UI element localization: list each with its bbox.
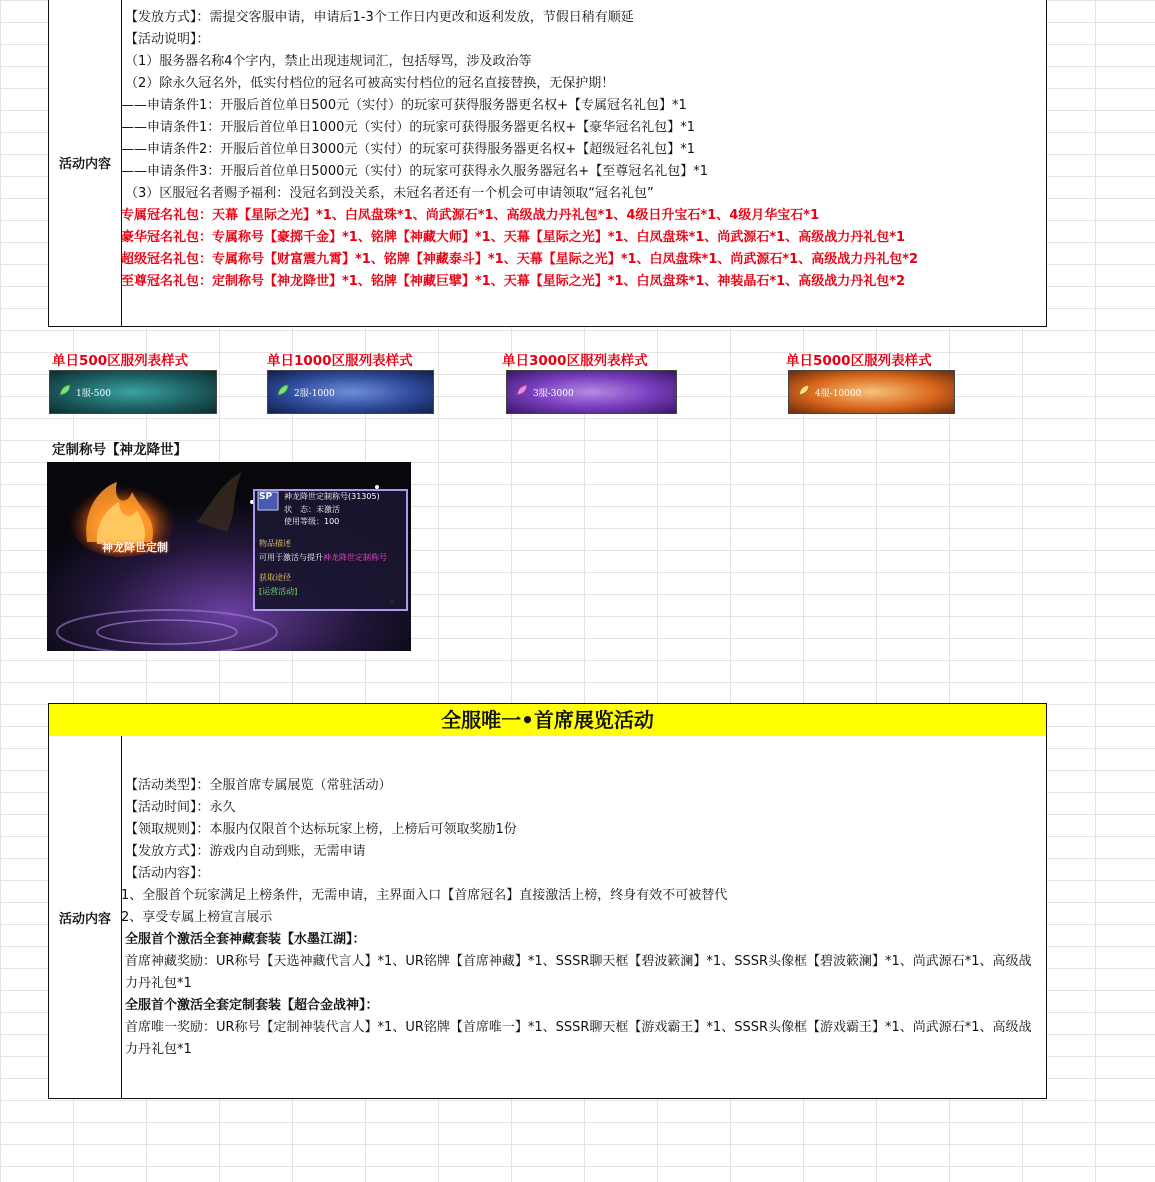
server-banner-500	[49, 370, 217, 414]
row-label-text: 活动内容	[58, 157, 111, 172]
content-line: 【发放方式】：需提交客服申请，申请后1-3个工作日内更改和返利发放，节假日稍有顺延	[125, 10, 634, 25]
banner-text: 1服-500	[76, 389, 111, 399]
tooltip-status	[284, 504, 340, 515]
showcase-title: 全服唯一•首席展览活动	[441, 708, 654, 732]
custom-title-preview	[47, 462, 411, 651]
style-title-5000: 单日5000区服列表样式	[786, 353, 932, 369]
banner-text: 2服-1000	[294, 389, 335, 399]
leaf-icon	[515, 383, 529, 397]
server-banner-5000	[788, 370, 955, 414]
tooltip-name: 神龙降世定制称号(31305)	[284, 492, 380, 501]
desc-highlight: 神龙降世定制称号	[323, 553, 387, 562]
tooltip-source: [运营活动]	[259, 587, 298, 596]
leaf-icon	[58, 383, 72, 397]
reward-text: 首席唯一奖励：UR称号【定制神装代言人】*1、UR铭牌【首席唯一】*1、SSSR聊天框【游戏霸王】*1、SSSR头像框【游戏霸王】*1、尚武源石*1、高级战力丹礼包*1	[125, 1020, 1032, 1057]
server-banner-3000	[506, 370, 677, 414]
content-line: ——申请条件2：开服后首位单日3000元（实付）的玩家可获得服务器更名权+【超级冠名礼包】*1	[121, 142, 696, 157]
activity-table-top	[48, 0, 1047, 327]
suite-heading: 全服首个激活全套神藏套装【水墨江湖】：	[125, 932, 366, 947]
banner-text: 4服-10000	[815, 389, 862, 399]
gift-pack-line: 豪华冠名礼包：专属称号【豪掷千金】*1、铭牌【神藏大师】*1、天幕【星际之光】*1、白凤盘珠*1、尚武源石*1、高级战力丹礼包*1	[121, 230, 906, 245]
status-value: 未激活	[316, 505, 340, 514]
level-label: 使用等级：	[284, 517, 324, 526]
content-line: （3）区服冠名者赐予福利：没冠名到没关系，未冠名者还有一个机会可申请领取“冠名礼包”	[125, 186, 654, 201]
status-label: 状 态：	[284, 505, 316, 514]
content-line: 1、全服首个玩家满足上榜条件，无需申请，主界面入口【首席冠名】直接激活上榜，终身有效不可被替代	[121, 888, 728, 903]
content-line: ——申请条件1：开服后首位单日500元（实付）的玩家可获得服务器更名权+【专属冠名礼包】*1	[121, 98, 687, 113]
row-label	[49, 0, 122, 326]
badge-text: 神龙降世定制	[102, 541, 168, 554]
server-banner-1000	[267, 370, 434, 414]
content-line: 【发放方式】：游戏内自动到账，无需申请	[125, 844, 366, 859]
row-label	[49, 736, 122, 1098]
tooltip-sp: SP	[259, 492, 273, 502]
showcase-title-bar	[48, 703, 1047, 737]
gift-pack-line: 专属冠名礼包：天幕【星际之光】*1、白凤盘珠*1、尚武源石*1、高级战力丹礼包*1、4级日升宝石*1、4级月华宝石*1	[121, 208, 820, 223]
content-line: ——申请条件1：开服后首位单日1000元（实付）的玩家可获得服务器更名权+【豪华冠名礼包】*1	[121, 120, 696, 135]
reward-text: 首席神藏奖励：UR称号【天选神藏代言人】*1、UR铭牌【首席神藏】*1、SSSR聊天框【碧波簌澜】*1、SSSR头像框【碧波簌澜】*1、尚武源石*1、高级战力丹礼包*1	[125, 954, 1032, 991]
tooltip-source-label: 获取途径	[259, 573, 291, 582]
leaf-icon	[276, 383, 290, 397]
showcase-content	[121, 775, 1038, 1061]
tooltip-level	[284, 516, 339, 527]
content-line: 【活动类型】：全服首席专属展览（常驻活动）	[125, 778, 392, 793]
activity-content	[121, 7, 1040, 293]
gift-pack-line: 超级冠名礼包：专属称号【财富震九霄】*1、铭牌【神藏泰斗】*1、天幕【星际之光】*1、白凤盘珠*1、尚武源石*1、高级战力丹礼包*2	[121, 252, 919, 267]
content-line: 2、享受专属上榜宣言展示	[121, 910, 273, 925]
content-line: （1）服务器名称4个字内，禁止出现违规词汇，包括辱骂，涉及政治等	[125, 54, 532, 69]
content-line: 【领取规则】：本服内仅限首个达标玩家上榜，上榜后可领取奖励1份	[125, 822, 517, 837]
content-line: 【活动内容】：	[125, 866, 210, 881]
level-value: 100	[324, 517, 340, 526]
content-line: 【活动说明】：	[125, 32, 210, 47]
banner-text: 3服-3000	[533, 389, 574, 399]
custom-title-heading: 定制称号【神龙降世】	[52, 442, 187, 458]
activity-table-showcase	[48, 736, 1047, 1099]
gift-pack-line: 至尊冠名礼包：定制称号【神龙降世】*1、铭牌【神藏巨擘】*1、天幕【星际之光】*1、白凤盘珠*1、神装晶石*1、高级战力丹礼包*2	[121, 274, 906, 289]
tooltip-desc	[259, 552, 387, 563]
suite-heading: 全服首个激活全套定制套装【超合金战神】：	[125, 998, 379, 1013]
content-line: ——申请条件3：开服后首位单日5000元（实付）的玩家可获得永久服务器冠名+【至尊冠名礼包】*1	[121, 164, 709, 179]
row-label-text: 活动内容	[58, 911, 111, 927]
desc-prefix: 可用于激活与提升	[259, 553, 323, 562]
style-title-500: 单日500区服列表样式	[52, 353, 189, 369]
content-line: 【活动时间】：永久	[125, 800, 236, 815]
leaf-icon	[797, 383, 811, 397]
style-title-3000: 单日3000区服列表样式	[502, 353, 648, 369]
tooltip-desc-label: 物品描述	[259, 539, 291, 548]
style-title-1000: 单日1000区服列表样式	[267, 353, 413, 369]
content-line: （2）除永久冠名外，低实付档位的冠名可被高实付档位的冠名直接替换，无保护期！	[125, 76, 615, 91]
